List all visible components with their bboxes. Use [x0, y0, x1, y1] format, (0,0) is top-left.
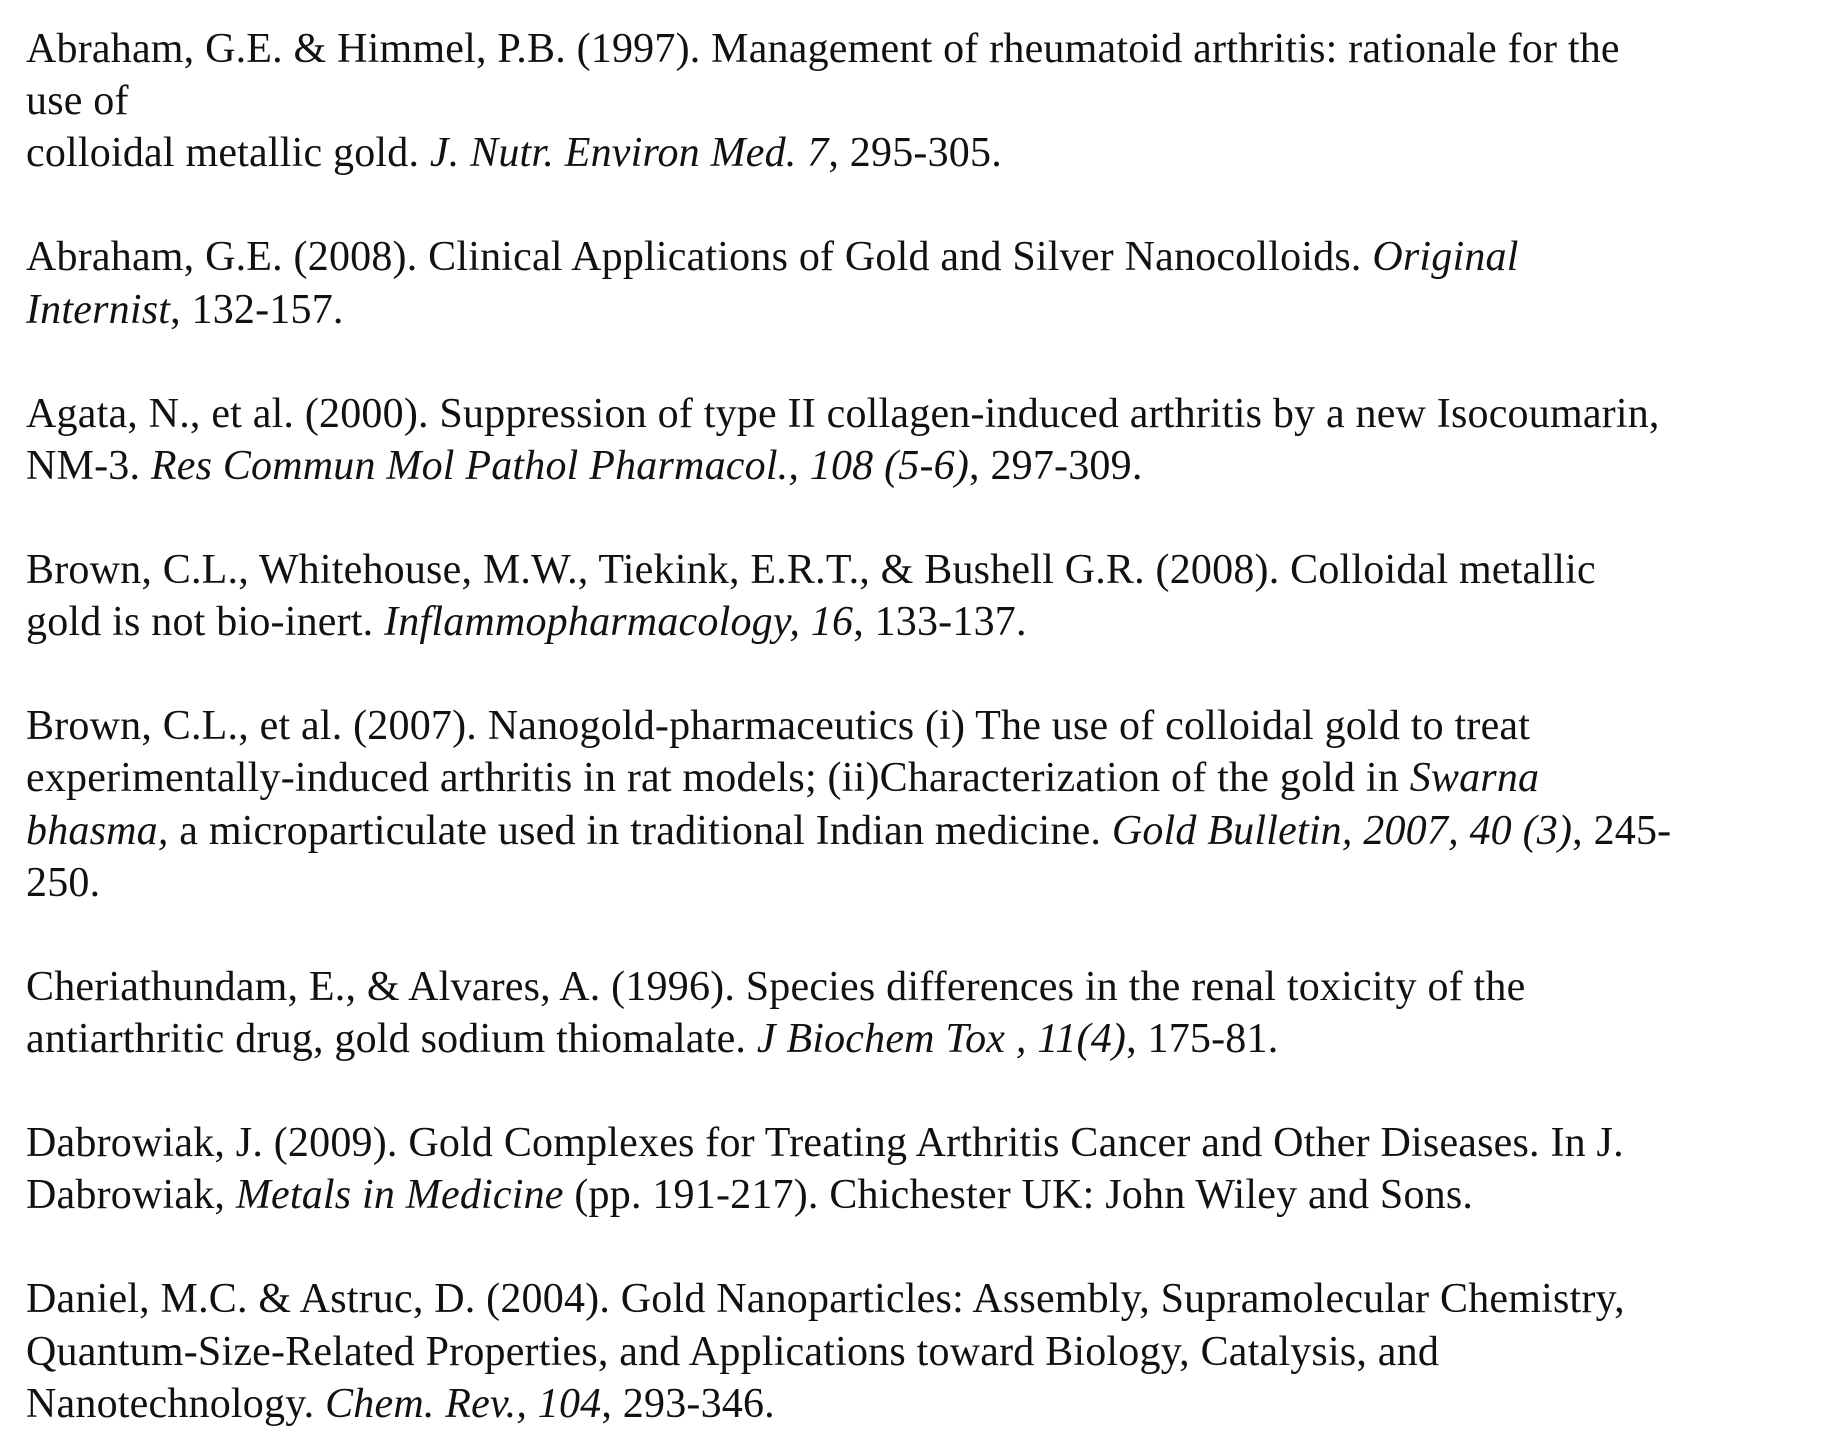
reference-line [26, 805, 1671, 857]
reference-text: , 133-137. [853, 599, 1027, 645]
citation-source-text: J Biochem Tox , 11(4) [757, 1016, 1126, 1062]
reference-line [26, 1273, 1625, 1325]
reference-line [26, 231, 1519, 283]
reference-line [26, 961, 1525, 1013]
reference-line [26, 388, 1660, 440]
citation-source-text: J. Nutr. Environ Med. 7 [430, 130, 829, 176]
citation-source-text: Gold Bulletin, 2007, 40 (3) [1112, 808, 1572, 854]
reference-text: a microparticulate used in traditional Indian medicine. [169, 808, 1112, 854]
reference-line [26, 752, 1539, 804]
reference-line [26, 544, 1596, 596]
reference-line [26, 1378, 775, 1430]
reference-text: , 297-309. [969, 443, 1143, 489]
reference-text: Agata, N., et al. (2000). Suppression of type II collagen-induced arthritis by a new Isocoumarin, [26, 391, 1660, 437]
citation-source-text: Original [1372, 234, 1518, 280]
reference-text: experimentally-induced arthritis in rat models; (ii)Characterization of the gold in [26, 755, 1410, 801]
reference-text: Abraham, G.E. & Himmel, P.B. (1997). Management of rheumatoid arthritis: rationale for the [26, 26, 1620, 72]
reference-line [26, 440, 1143, 492]
reference-text: , 245- [1572, 808, 1671, 854]
reference-text: NM-3. [26, 443, 151, 489]
reference-line [26, 1117, 1624, 1169]
reference-text: , 295-305. [828, 130, 1002, 176]
reference-line [26, 75, 129, 127]
reference-text: , 132-157. [170, 287, 344, 333]
reference-line [26, 284, 344, 336]
reference-text: Quantum-Size-Related Properties, and Applications toward Biology, Catalysis, and [26, 1329, 1439, 1375]
reference-text: Dabrowiak, [26, 1172, 236, 1218]
reference-text: Daniel, M.C. & Astruc, D. (2004). Gold Nanoparticles: Assembly, Supramolecular Chemistry, [26, 1276, 1625, 1322]
reference-text: Brown, C.L., et al. (2007). Nanogold-pharmaceutics (i) The use of colloidal gold to treat [26, 703, 1530, 749]
reference-line [26, 127, 1002, 179]
reference-text: use of [26, 78, 129, 124]
reference-text: Cheriathundam, E., & Alvares, A. (1996). Species differences in the renal toxicity of the [26, 964, 1525, 1010]
reference-text: gold is not bio-inert. [26, 599, 384, 645]
reference-line [26, 1013, 1278, 1065]
reference-text: Dabrowiak, J. (2009). Gold Complexes for Treating Arthritis Cancer and Other Diseases. In J. [26, 1120, 1624, 1166]
reference-text: , 175-81. [1126, 1016, 1278, 1062]
reference-text: , 293-346. [601, 1381, 775, 1427]
reference-line [26, 1326, 1439, 1378]
reference-text: (pp. 191-217). Chichester UK: John Wiley and Sons. [564, 1172, 1473, 1218]
citation-source-text: bhasma, [26, 808, 169, 854]
citation-source-text: Internist [26, 287, 170, 333]
reference-text: antiarthritic drug, gold sodium thiomalate. [26, 1016, 757, 1062]
reference-line [26, 596, 1027, 648]
citation-source-text: Inflammopharmacology, 16 [384, 599, 853, 645]
reference-line [26, 1169, 1473, 1221]
reference-text: Brown, C.L., Whitehouse, M.W., Tiekink, E.R.T., & Bushell G.R. (2008). Colloidal metallic [26, 547, 1596, 593]
reference-text: colloidal metallic gold. [26, 130, 430, 176]
reference-line [26, 857, 100, 909]
citation-source-text: Swarna [1410, 755, 1540, 801]
reference-line [26, 700, 1530, 752]
reference-text: Abraham, G.E. (2008). Clinical Applications of Gold and Silver Nanocolloids. [26, 234, 1372, 280]
citation-source-text: Res Commun Mol Pathol Pharmacol., 108 (5-6) [151, 443, 969, 489]
reference-text: 250. [26, 860, 100, 906]
citation-source-text: Metals in Medicine [236, 1172, 564, 1218]
reference-text: Nanotechnology. [26, 1381, 325, 1427]
citation-source-text: Chem. Rev., 104 [325, 1381, 601, 1427]
reference-line [26, 23, 1620, 75]
